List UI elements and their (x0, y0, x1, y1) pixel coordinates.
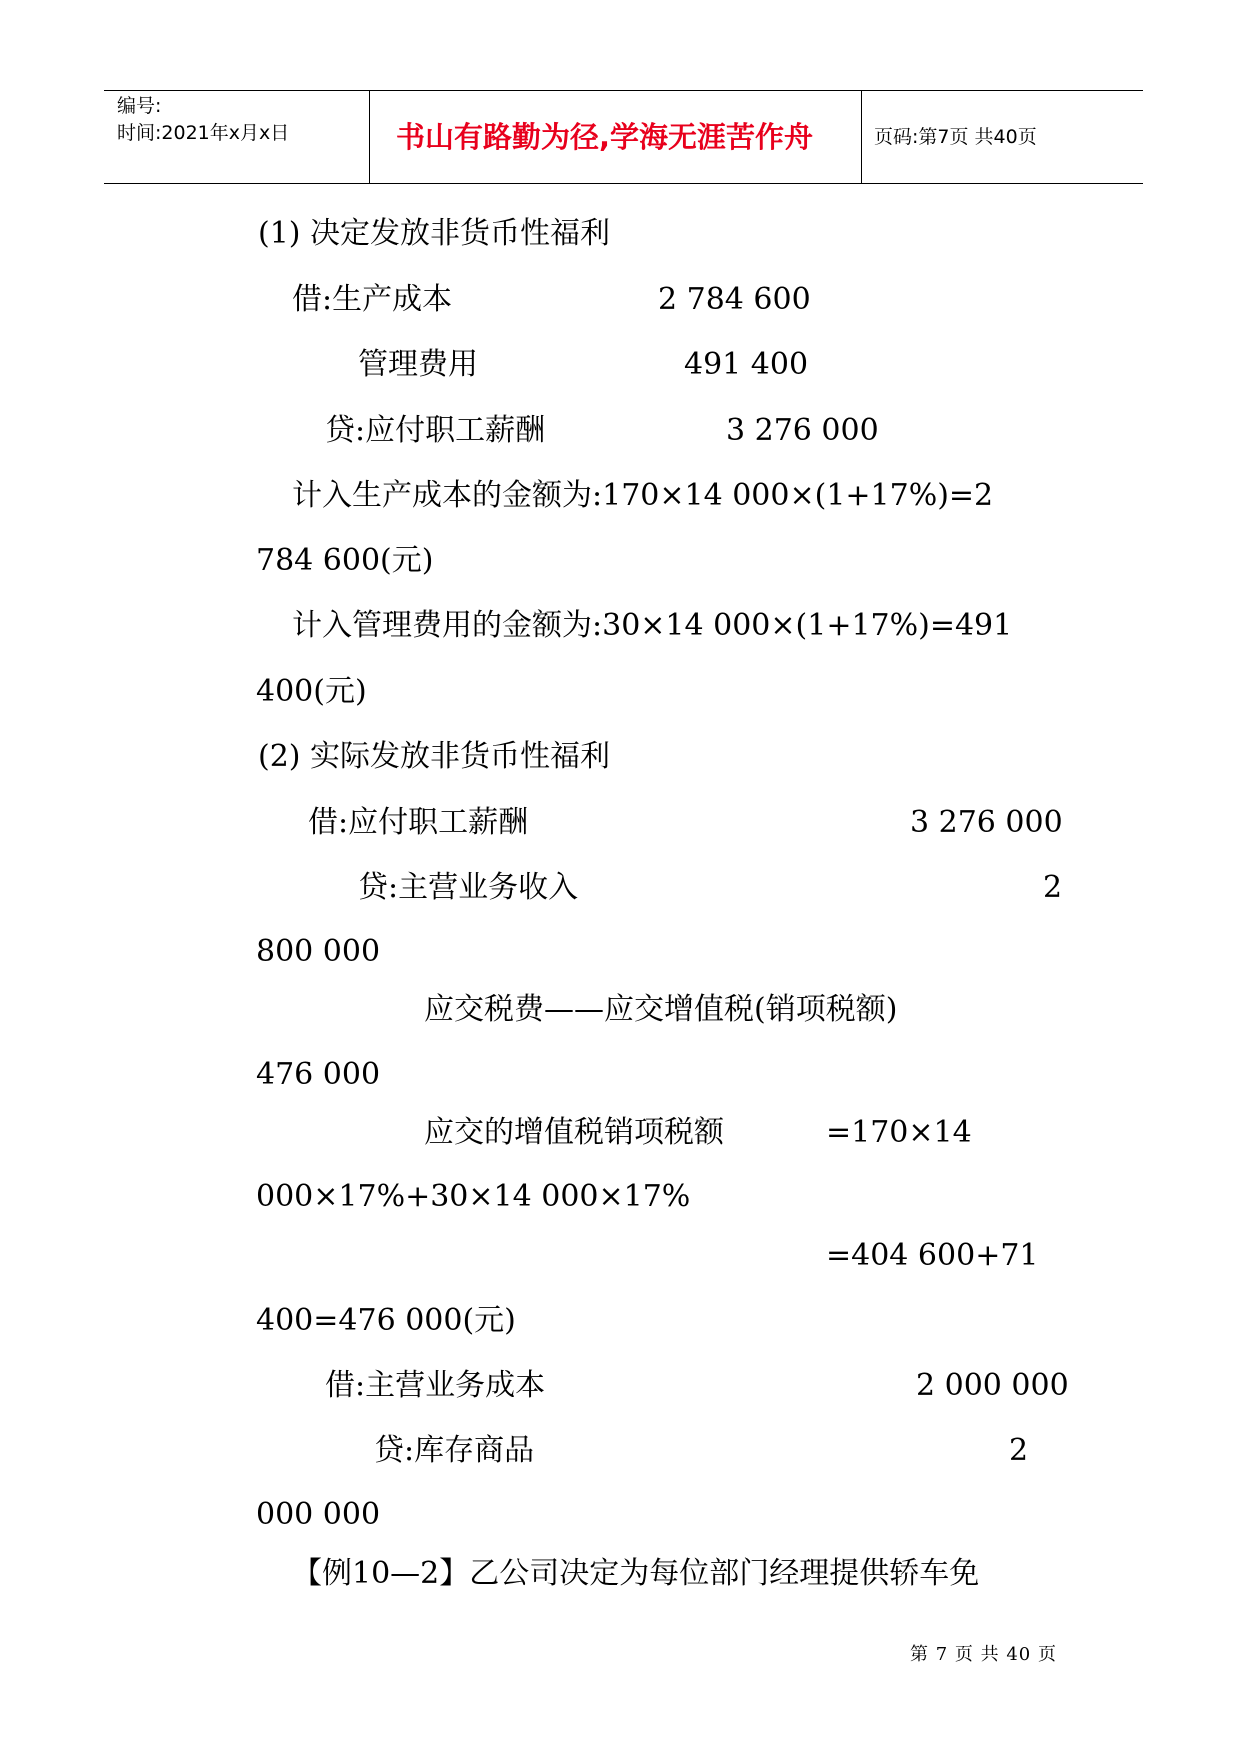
amount-debit-payroll-payable: 3 276 000 (910, 805, 1063, 840)
credit-vat-output: 应交税费——应交增值税(销项税额) (424, 992, 898, 1027)
page-footer: 第 7 页 共 40 页 (910, 1644, 1057, 1665)
calc-vat-label: 应交的增值税销项税额 (424, 1115, 724, 1150)
calc-vat-result-cont: 400=476 000(元) (256, 1303, 516, 1338)
amount-inventory-part2: 000 000 (256, 1497, 381, 1532)
amount-main-cost: 2 000 000 (916, 1368, 1069, 1403)
header-time-label: 时间:2021年x月x日 (117, 122, 290, 144)
header-page-label: 页码:第7页 共40页 (874, 126, 1037, 148)
example-heading: 【例10—2】乙公司决定为每位部门经理提供轿车免 (292, 1556, 980, 1591)
amount-inventory-part1: 2 (1009, 1433, 1029, 1468)
header-divider-right (861, 90, 862, 184)
header-motto: 书山有路勤为径,学海无涯苦作舟 (396, 120, 814, 154)
section-heading-2: (2) 实际发放非货币性福利 (258, 739, 611, 774)
header-divider-left (369, 90, 370, 184)
header-number-label: 编号: (117, 95, 162, 117)
debit-main-cost: 借:主营业务成本 (325, 1368, 546, 1403)
amount-production-cost: 2 784 600 (658, 282, 811, 317)
header-top-rule (104, 90, 1143, 91)
calc-production-cost-cont: 784 600(元) (256, 543, 434, 578)
amount-main-revenue-part1: 2 (1043, 870, 1063, 905)
debit-admin-expense: 管理费用 (358, 347, 478, 382)
debit-payroll-payable: 借:应付职工薪酬 (308, 805, 529, 840)
debit-production-cost: 借:生产成本 (292, 282, 453, 317)
calc-admin-expense: 计入管理费用的金额为:30×14 000×(1+17%)=491 (292, 608, 1013, 643)
amount-main-revenue-part2: 800 000 (256, 934, 381, 969)
calc-vat-formula: =170×14 (826, 1115, 972, 1150)
credit-inventory: 贷:库存商品 (374, 1433, 535, 1468)
credit-payroll-payable: 贷:应付职工薪酬 (325, 413, 546, 448)
section-heading-1: (1) 决定发放非货币性福利 (258, 216, 611, 251)
amount-vat-output: 476 000 (256, 1057, 381, 1092)
calc-vat-result: =404 600+71 (826, 1238, 1039, 1273)
calc-vat-formula-cont: 000×17%+30×14 000×17% (256, 1179, 691, 1214)
calc-admin-expense-cont: 400(元) (256, 674, 367, 709)
calc-production-cost: 计入生产成本的金额为:170×14 000×(1+17%)=2 (292, 478, 994, 513)
amount-payroll-payable: 3 276 000 (726, 413, 879, 448)
amount-admin-expense: 491 400 (684, 347, 809, 382)
credit-main-revenue: 贷:主营业务收入 (358, 870, 579, 905)
header-bottom-rule (104, 183, 1143, 184)
